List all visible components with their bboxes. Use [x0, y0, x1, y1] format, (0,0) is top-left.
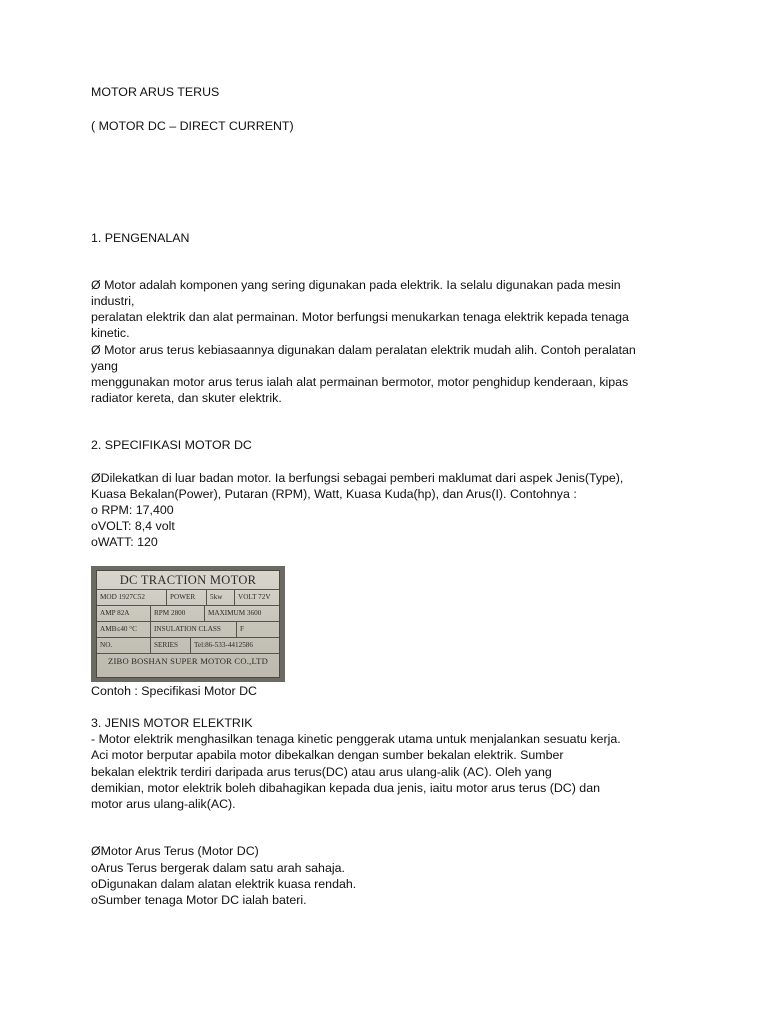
nameplate-row: [97, 590, 279, 606]
nameplate-cell: MOD 1927C52: [97, 590, 167, 605]
list-item: oDigunakan dalam alatan elektrik kuasa rendah.: [91, 877, 357, 891]
list-item: oSumber tenaga Motor DC ialah bateri.: [91, 893, 307, 907]
figure-caption: Contoh : Specifikasi Motor DC: [91, 684, 257, 698]
paragraph-line: menggunakan motor arus terus ialah alat permainan bermotor, motor penghidup kenderaan, kipas: [91, 375, 629, 389]
paragraph-line: kinetic.: [91, 326, 130, 340]
nameplate-cell: RPM 2800: [151, 606, 205, 621]
motor-nameplate-photo: [91, 566, 285, 682]
nameplate-cell: SERIES: [151, 638, 191, 653]
nameplate-cell: NO.: [97, 638, 151, 653]
section-3-heading: 3. JENIS MOTOR ELEKTRIK: [91, 716, 253, 730]
nameplate-cell: VOLT 72V: [238, 593, 271, 601]
nameplate-cell: F: [240, 625, 244, 633]
doc-title: MOTOR ARUS TERUS: [91, 85, 220, 99]
nameplate-cell: AMB≤40 °C: [97, 622, 151, 637]
paragraph-line: ØDilekatkan di luar badan motor. Ia berfungsi sebagai pemberi maklumat dari aspek Jenis(Type),: [91, 471, 624, 485]
paragraph-line: demikian, motor elektrik boleh dibahagikan kepada dua jenis, iaitu motor arus terus (DC) dan: [91, 781, 600, 795]
paragraph-line: bekalan elektrik terdiri daripada arus terus(DC) atau arus ulang-alik (AC). Oleh yang: [91, 765, 552, 779]
nameplate-cell: POWER: [167, 590, 207, 605]
paragraph-line: radiator kereta, dan skuter elektrik.: [91, 391, 282, 405]
list-heading: ØMotor Arus Terus (Motor DC): [91, 844, 259, 858]
nameplate-row: [97, 622, 279, 638]
paragraph-line: peralatan elektrik dan alat permainan. Motor berfungsi menukarkan tenaga elektrik kepada tenaga: [91, 310, 629, 324]
paragraph-line: Ø Motor adalah komponen yang sering digunakan pada elektrik. Ia selalu digunakan pada mesin: [91, 278, 621, 292]
spec-item: o RPM: 17,400: [91, 503, 174, 517]
paragraph-line: Ø Motor arus terus kebiasaannya digunakan dalam peralatan elektrik mudah alih. Contoh peralatan: [91, 343, 636, 357]
paragraph-line: motor arus ulang-alik(AC).: [91, 797, 236, 811]
doc-subtitle: ( MOTOR DC – DIRECT CURRENT): [91, 119, 294, 133]
paragraph-line: - Motor elektrik menghasilkan tenaga kinetic penggerak utama untuk menjalankan sesuatu kerja.: [91, 732, 621, 746]
spec-item: oVOLT: 8,4 volt: [91, 519, 175, 533]
nameplate-maker: ZIBO BOSHAN SUPER MOTOR CO.,LTD: [108, 656, 268, 666]
nameplate-row: [97, 638, 279, 654]
nameplate-cell: Tel:86-533-4412586: [194, 641, 253, 649]
spec-item: oWATT: 120: [91, 535, 158, 549]
paragraph-line: industri,: [91, 294, 135, 308]
nameplate-title: DC TRACTION MOTOR: [97, 571, 279, 590]
nameplate-cell: AMP 82A: [97, 606, 151, 621]
paragraph-line: Aci motor berputar apabila motor dibekalkan dengan sumber bekalan elektrik. Sumber: [91, 748, 564, 762]
list-item: oArus Terus bergerak dalam satu arah sahaja.: [91, 861, 345, 875]
nameplate-cell: INSULATION CLASS: [151, 622, 237, 637]
nameplate-cell: 5kw: [207, 590, 235, 605]
paragraph-line: yang: [91, 359, 118, 373]
section-1-heading: 1. PENGENALAN: [91, 231, 190, 245]
nameplate-cell: MAXIMUM 3600: [208, 609, 262, 617]
section-2-heading: 2. SPECIFIKASI MOTOR DC: [91, 438, 252, 452]
nameplate-row: [97, 606, 279, 622]
paragraph-line: Kuasa Bekalan(Power), Putaran (RPM), Watt, Kuasa Kuda(hp), dan Arus(I). Contohnya :: [91, 487, 577, 501]
